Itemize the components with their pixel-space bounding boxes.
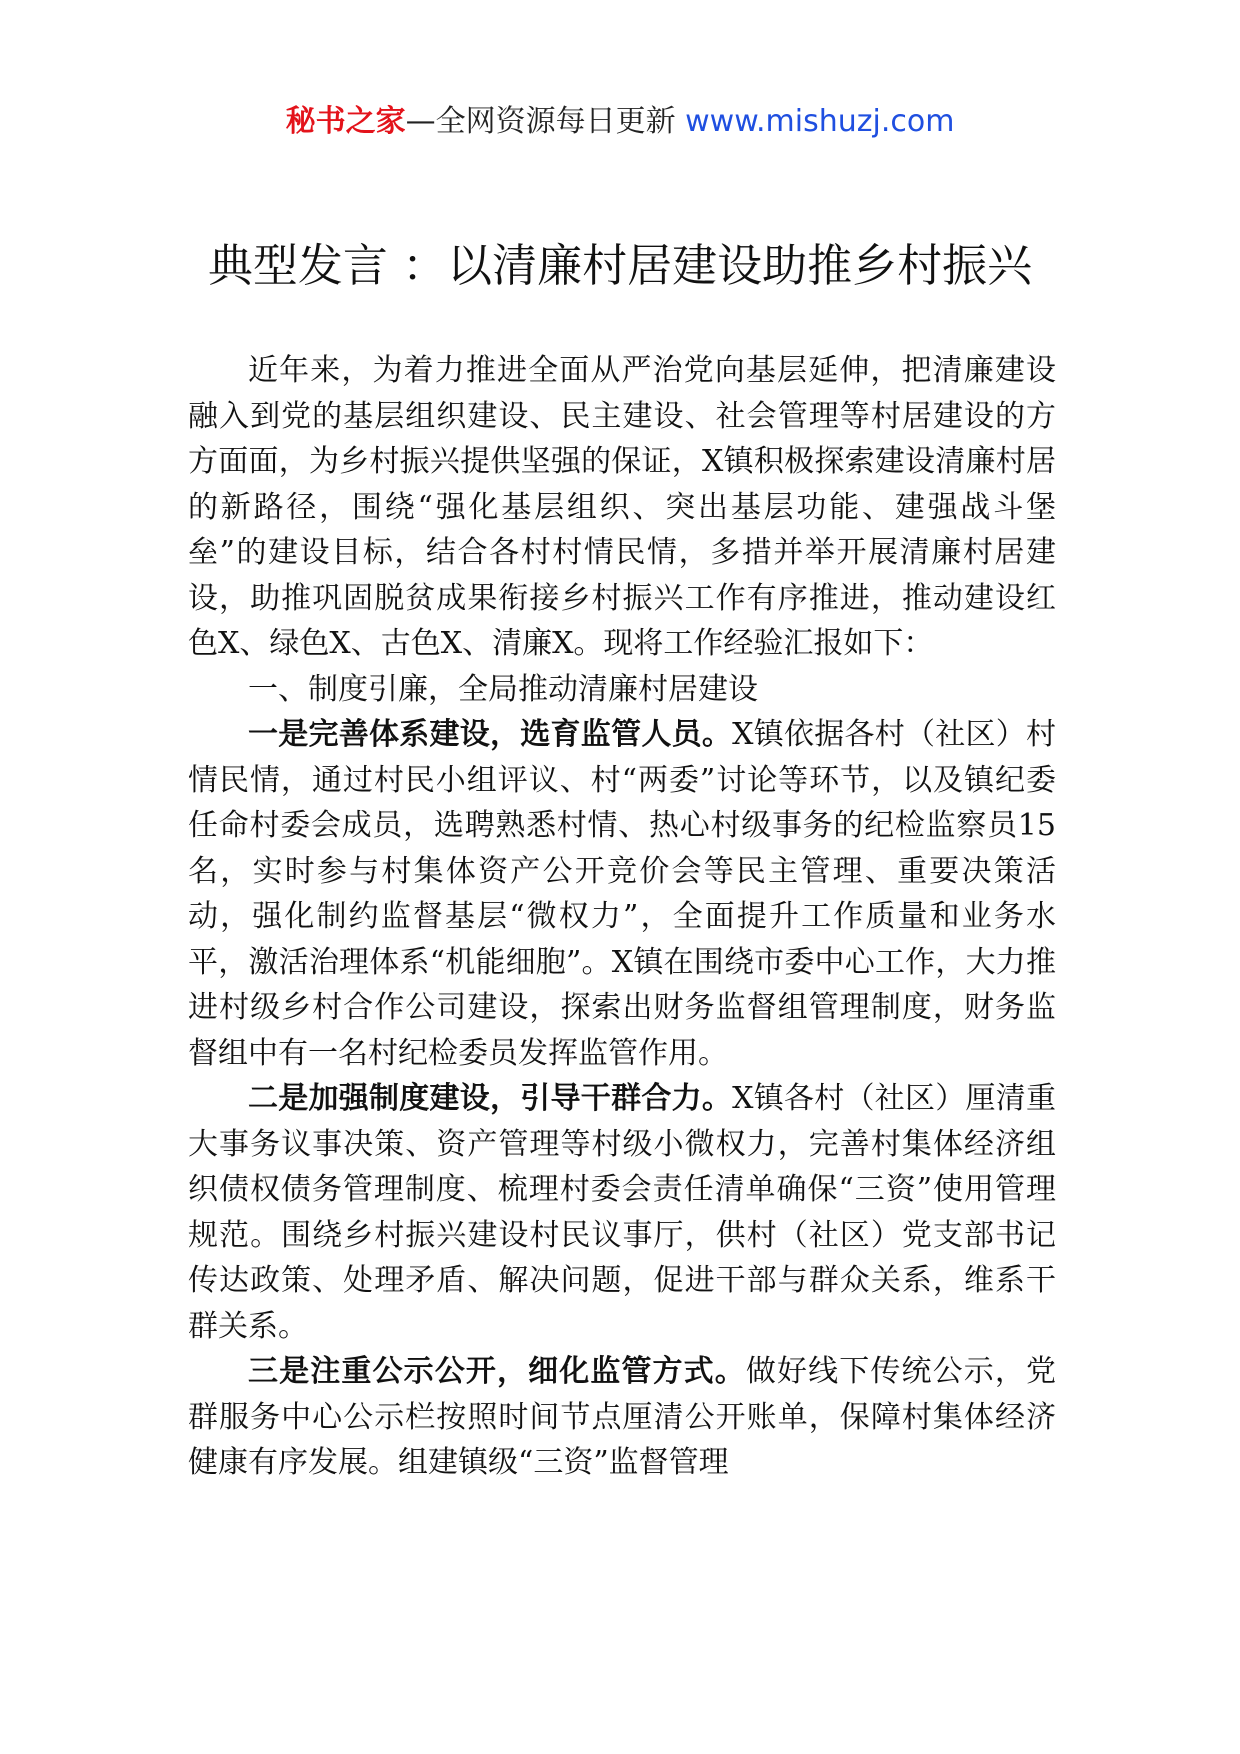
document-body — [188, 348, 1056, 1486]
section-heading: 一、制度引廉，全局推动清廉村居建设 — [248, 671, 758, 707]
site-header — [0, 102, 1240, 142]
intro-paragraph: 近年来，为着力推进全面从严治党向基层延伸，把清廉建设融入到党的基层组织建设、民主建设、社会管理等村居建设的方方面面，为乡村振兴提供坚强的保证，X镇积极探索建设清廉村居的新路径，围绕“强化基层组织、突出基层功能、建强战斗堡垒”的建设目标，结合各村村情民情，多措并举开展清廉村居建设，助推巩固脱贫成果衔接乡村振兴工作有序推进，推动建设红色X、绿色X、古色X、清廉X。现将工作经验汇报如下： — [188, 353, 1056, 661]
point-1-lead: 一是完善体系建设，选育监管人员。 — [248, 717, 733, 752]
point-2-lead: 二是加强制度建设，引导干群合力。 — [248, 1081, 733, 1116]
point-3-lead: 三是注重公示公开，细化监管方式。 — [248, 1354, 746, 1389]
point-paragraph-2 — [188, 1076, 1056, 1349]
point-3-text: 做好线下传统公示，党群服务中心公示栏按照时间节点厘清公开账单，保障村集体经济健康有序发展。组建镇级“三资”监督管理 — [188, 1354, 1057, 1480]
site-brand: 秘书之家 — [285, 104, 406, 139]
site-url-link[interactable]: www.mishuzj.com — [685, 104, 955, 139]
point-1-text: X镇依据各村（社区）村情民情，通过村民小组评议、村“两委”讨论等环节，以及镇纪委任命村委会成员，选聘熟悉村情、热心村级事务的纪检监察员15名，实时参与村集体资产公开竞价会等民主管理、重要决策活动，强化制约监督基层“微权力”，全面提升工作质量和业务水平，激活治理体系“机能细胞”。X镇在围绕市委中心工作，大力推进村级乡村合作公司建设，探索出财务监督组管理制度，财务监督组中有一名村纪检委员发挥监管作用。 — [188, 717, 1057, 1071]
point-2-text: X镇各村（社区）厘清重大事务议事决策、资产管理等村级小微权力，完善村集体经济组织债权债务管理制度、梳理村委会责任清单确保“三资”使用管理规范。围绕乡村振兴建设村民议事厅，供村（社区）党支部书记传达政策、处理矛盾、解决问题，促进干部与群众关系，维系干群关系。 — [188, 1081, 1057, 1344]
point-paragraph-3 — [188, 1349, 1056, 1486]
document-title: 典型发言 ：以清廉村居建设助推乡村振兴 — [207, 239, 1033, 292]
point-paragraph-1 — [188, 712, 1056, 1076]
site-tagline: —全网资源每日更新 — [405, 104, 676, 139]
